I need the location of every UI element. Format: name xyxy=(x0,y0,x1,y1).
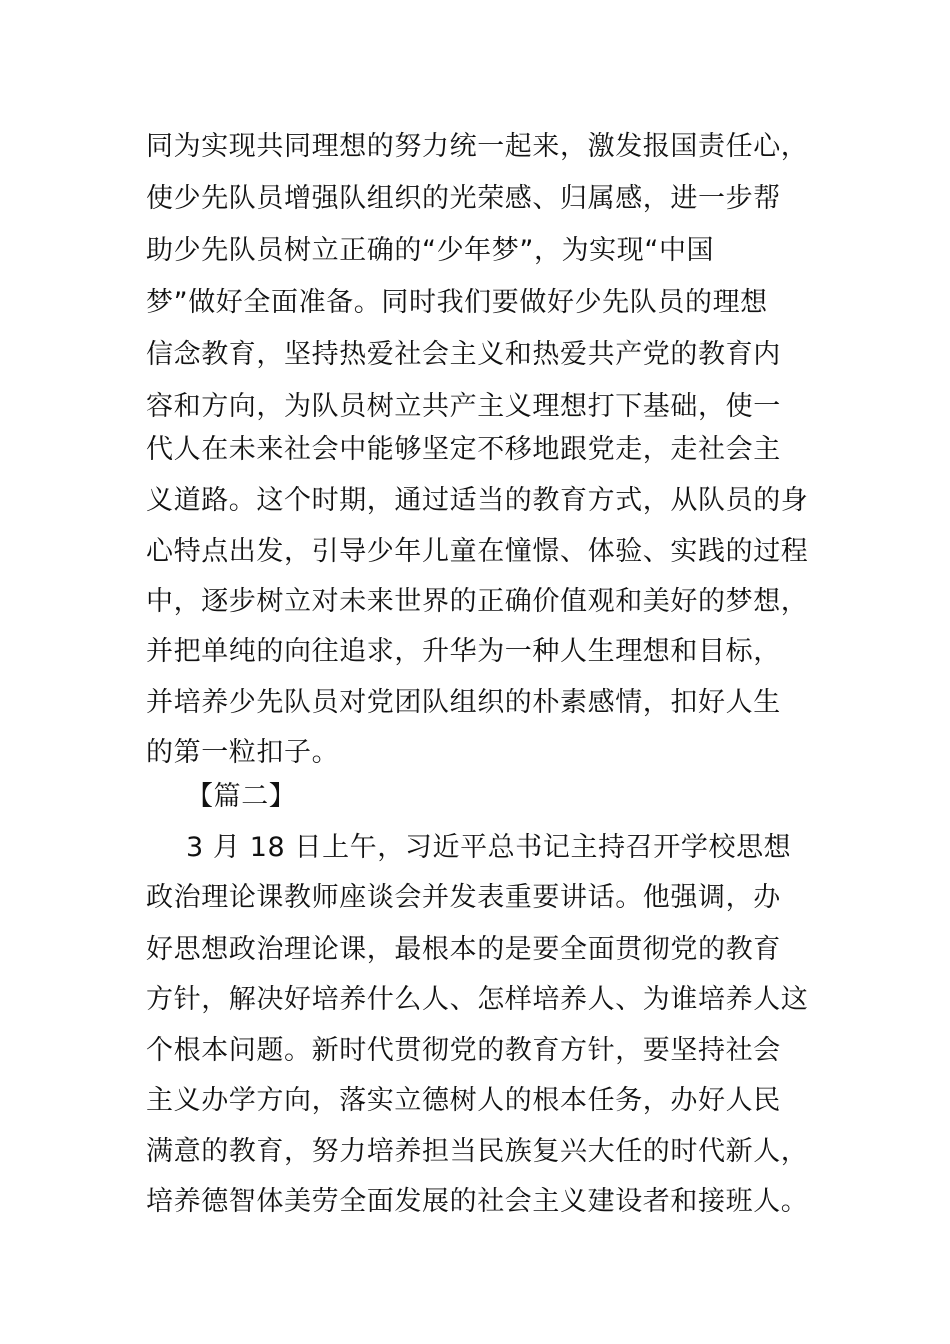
paragraph-line: 信念教育，坚持热爱社会主义和热爱共产党的教育内 xyxy=(146,339,781,370)
paragraph-line: 并培养少先队员对党团队组织的朴素感情，扣好人生 xyxy=(146,687,781,718)
paragraph-line: 满意的教育，努力培养担当民族复兴大任的时代新人， xyxy=(146,1136,809,1167)
paragraph-line: 好思想政治理论课，最根本的是要全面贯彻党的教育 xyxy=(146,934,781,965)
paragraph-line: 义道路。这个时期，通过适当的教育方式，从队员的身 xyxy=(146,485,809,516)
paragraph-line: 个根本问题。新时代贯彻党的教育方针，要坚持社会 xyxy=(146,1035,781,1066)
paragraph-line: 3 月 18 日上午，习近平总书记主持召开学校思想 xyxy=(186,832,792,863)
paragraph-line: 使少先队员增强队组织的光荣感、归属感，进一步帮 xyxy=(146,183,781,214)
paragraph-line: 梦”做好全面准备。同时我们要做好少先队员的理想 xyxy=(146,287,768,318)
paragraph-line: 同为实现共同理想的努力统一起来，激发报国责任心， xyxy=(146,131,809,162)
paragraph-line: 方针，解决好培养什么人、怎样培养人、为谁培养人这 xyxy=(146,984,809,1015)
paragraph-line: 代人在未来社会中能够坚定不移地跟党走，走社会主 xyxy=(146,434,781,465)
paragraph-line: 助少先队员树立正确的“少年梦”，为实现“中国 xyxy=(146,235,715,266)
section-heading: 【篇二】 xyxy=(186,781,297,812)
paragraph-line: 培养德智体美劳全面发展的社会主义建设者和接班人。 xyxy=(146,1186,809,1217)
paragraph-line: 主义办学方向，落实立德树人的根本任务，办好人民 xyxy=(146,1085,781,1116)
paragraph-line: 的第一粒扣子。 xyxy=(146,737,340,768)
paragraph-line: 心特点出发，引导少年儿童在憧憬、体验、实践的过程 xyxy=(146,536,809,567)
paragraph-line: 容和方向，为队员树立共产主义理想打下基础，使一 xyxy=(146,391,781,422)
paragraph-line: 政治理论课教师座谈会并发表重要讲话。他强调，办 xyxy=(146,882,781,913)
paragraph-line: 并把单纯的向往追求，升华为一种人生理想和目标， xyxy=(146,636,781,667)
paragraph-line: 中，逐步树立对未来世界的正确价值观和美好的梦想， xyxy=(146,586,809,617)
